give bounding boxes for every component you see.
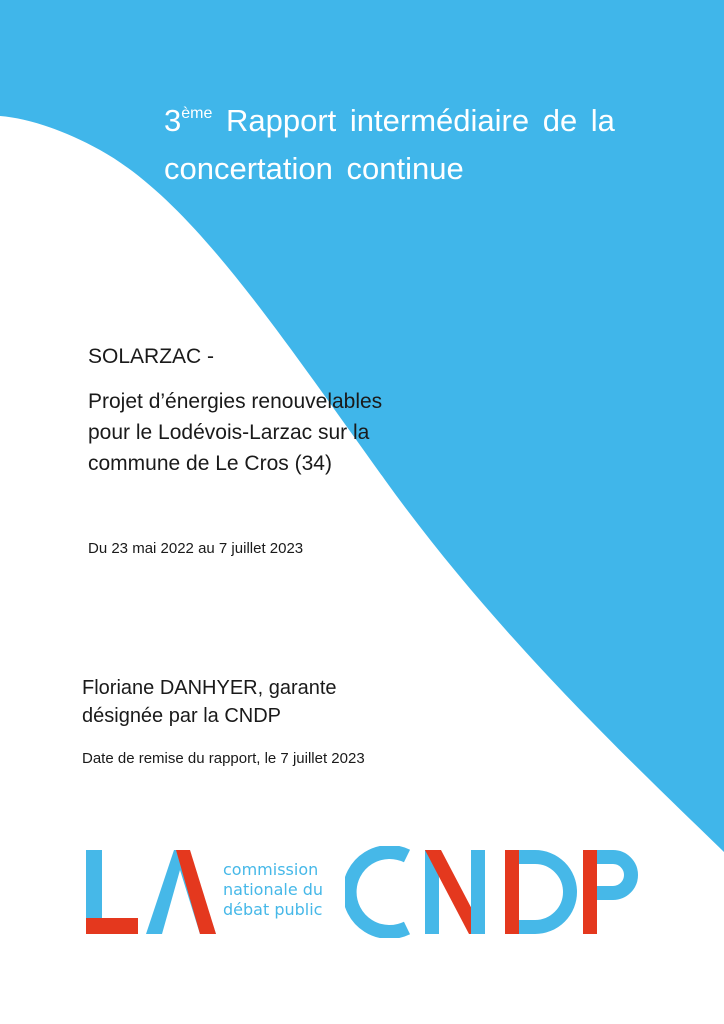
report-title	[164, 100, 644, 190]
logo-cndp-mark	[345, 846, 645, 938]
cndp-logo	[80, 840, 650, 950]
report-title-text: Rapport intermédiaire de la concertation continue	[164, 103, 615, 186]
logo-text-line-2: nationale du	[223, 880, 324, 899]
logo-text-line-3: débat public	[223, 900, 323, 919]
guarantor-name: Floriane DANHYER, garante désignée par la CNDP	[82, 677, 337, 727]
report-ordinal-number: 3	[164, 103, 182, 138]
report-ordinal-suffix: ème	[181, 105, 213, 122]
report-delivery-date: Date de remise du rapport, le 7 juillet 2023	[82, 750, 365, 767]
concertation-dates: Du 23 mai 2022 au 7 juillet 2023	[88, 540, 304, 557]
logo-text-line-1: commission	[223, 860, 319, 879]
logo-la-mark	[80, 846, 220, 938]
project-description: Projet d’énergies renouvelables pour le Lodévois-Larzac sur la commune de Le Cros (34)	[88, 390, 383, 475]
logo-commission-text	[223, 860, 323, 920]
project-name: SOLARZAC -	[88, 345, 215, 368]
